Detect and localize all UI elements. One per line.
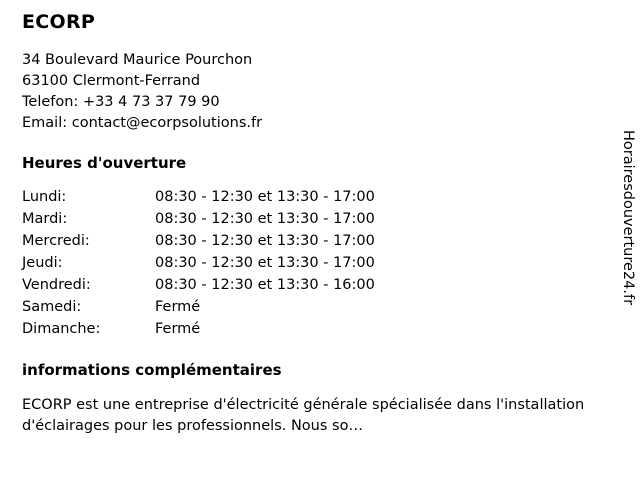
hours-time: 08:30 - 12:30 et 13:30 - 17:00 — [155, 233, 375, 249]
hours-day: Dimanche: — [22, 321, 101, 337]
hours-time: 08:30 - 12:30 et 13:30 - 17:00 — [155, 255, 375, 271]
hours-time: Fermé — [155, 299, 201, 315]
table-row — [22, 253, 375, 275]
hours-time: 08:30 - 12:30 et 13:30 - 17:00 — [155, 211, 375, 227]
hours-day: Samedi: — [22, 299, 82, 315]
address-line: 63100 Clermont-Ferrand — [22, 73, 201, 89]
table-row — [22, 187, 375, 209]
hours-day: Vendredi: — [22, 277, 91, 293]
hours-day: Lundi: — [22, 189, 67, 205]
page-title: ECORP — [22, 11, 96, 33]
hours-day: Mercredi: — [22, 233, 90, 249]
opening-hours-table — [22, 187, 375, 341]
table-row — [22, 297, 375, 319]
hours-time: 08:30 - 12:30 et 13:30 - 17:00 — [155, 189, 375, 205]
hours-day: Mardi: — [22, 211, 68, 227]
email-line: Email: contact@ecorpsolutions.fr — [22, 115, 263, 131]
table-row — [22, 275, 375, 297]
table-row — [22, 209, 375, 231]
phone-line: Telefon: +33 4 73 37 79 90 — [22, 94, 220, 110]
hours-time: 08:30 - 12:30 et 13:30 - 16:00 — [155, 277, 375, 293]
site-watermark: Horairesdouverture24.fr — [620, 130, 636, 306]
table-row — [22, 319, 375, 341]
address-block — [22, 50, 592, 134]
additional-info-text: ECORP est une entreprise d'électricité générale spécialisée dans l'installation d'éclairages pour les professionnels. Nous so… — [22, 396, 585, 434]
hours-day: Jeudi: — [22, 255, 63, 271]
hours-time: Fermé — [155, 321, 201, 337]
address-line: 34 Boulevard Maurice Pourchon — [22, 52, 253, 68]
additional-info-title: informations complémentaires — [22, 361, 282, 379]
opening-hours-title: Heures d'ouverture — [22, 154, 187, 172]
business-listing — [22, 10, 592, 451]
table-row — [22, 231, 375, 253]
